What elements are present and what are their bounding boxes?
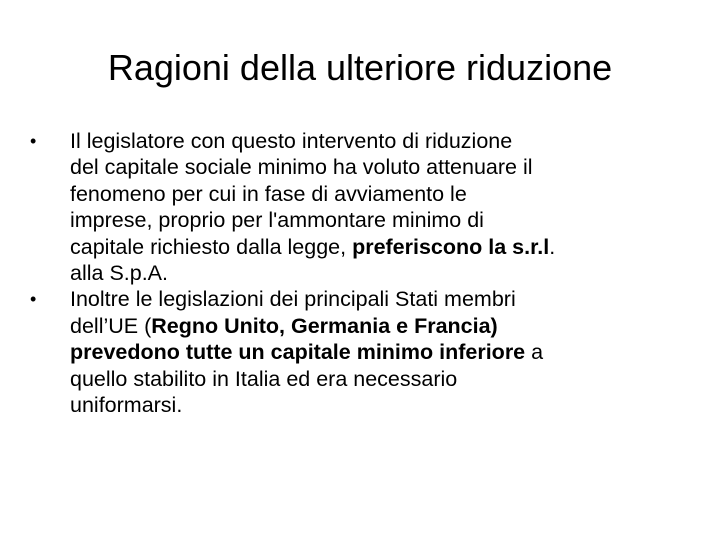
bullet-line: imprese, proprio per l'ammontare minimo di	[70, 208, 484, 233]
emphasis-text: preferiscono la s.r.l	[352, 234, 550, 259]
bullet-item	[30, 286, 698, 418]
bullet-line: Il legislatore con questo intervento di riduzione	[70, 129, 513, 153]
bullet-line: Inoltre le legislazioni dei principali Stati membri	[70, 287, 516, 312]
emphasis-text: Regno Unito, Germania e Francia)	[151, 313, 498, 338]
bullet-line: uniformarsi.	[70, 393, 183, 418]
emphasis-text: prevedono tutte un capitale minimo inferiore	[70, 340, 526, 365]
bullet-line: quello stabilito in Italia ed era necessario	[70, 366, 458, 391]
bullet-list	[30, 128, 698, 418]
bullet-marker: •	[30, 289, 37, 310]
bullet-line: del capitale sociale minimo ha voluto attenuare il	[70, 155, 533, 180]
bullet-line: capitale richiesto dalla legge, preferiscono la s.r.l.	[70, 234, 556, 259]
bullet-item	[30, 128, 698, 286]
slide-title: Ragioni della ulteriore riduzione	[107, 47, 613, 88]
bullet-line: fenomeno per cui in fase di avviamento le	[70, 181, 467, 206]
bullet-marker: •	[30, 131, 37, 151]
bullet-line: alla S.p.A.	[70, 261, 168, 286]
bullet-line: prevedono tutte un capitale minimo inferiore a	[70, 340, 544, 365]
bullet-line: dell’UE (Regno Unito, Germania e Francia)	[70, 313, 498, 338]
